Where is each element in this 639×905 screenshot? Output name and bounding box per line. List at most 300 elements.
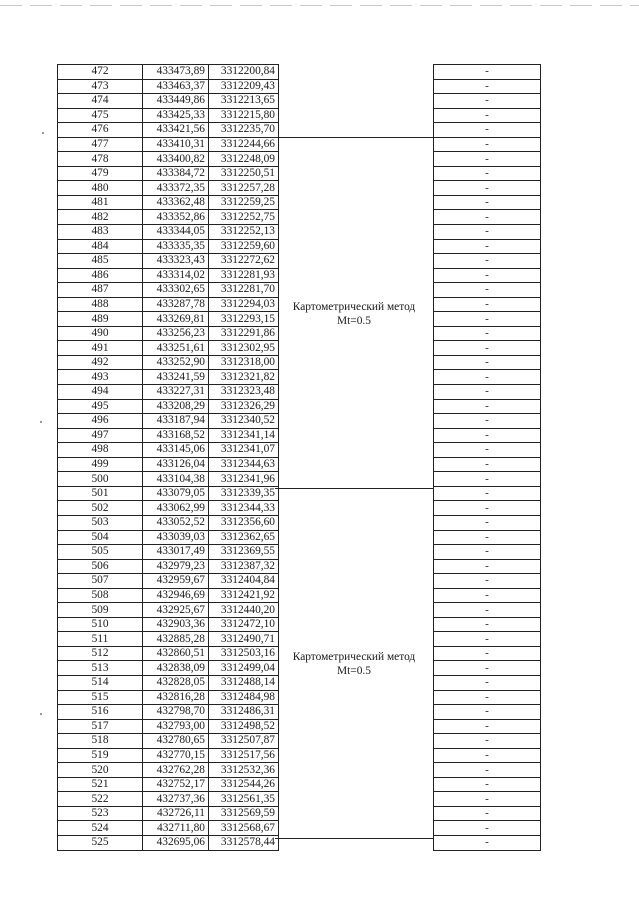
error-value: - xyxy=(434,806,541,821)
table-row xyxy=(434,108,541,123)
coord-y: 3312235,70 xyxy=(209,123,279,138)
coord-x: 432770,15 xyxy=(143,748,209,763)
table-row xyxy=(58,486,279,501)
error-value: - xyxy=(434,821,541,836)
error-value: - xyxy=(434,603,541,618)
table-row xyxy=(58,835,279,850)
table-row xyxy=(58,239,279,254)
table-row xyxy=(434,646,541,661)
point-number: 496 xyxy=(58,414,143,429)
table-row xyxy=(434,661,541,676)
table-row xyxy=(58,152,279,167)
coord-x: 432737,36 xyxy=(143,792,209,807)
coord-x: 433352,86 xyxy=(143,210,209,225)
method-name: Картометрический метод xyxy=(292,651,416,663)
error-value: - xyxy=(434,443,541,458)
table-row xyxy=(58,385,279,400)
table-row xyxy=(58,646,279,661)
error-value: - xyxy=(434,297,541,312)
table-row xyxy=(58,603,279,618)
coord-x: 433425,33 xyxy=(143,108,209,123)
coord-y: 3312248,09 xyxy=(209,152,279,167)
coord-y: 3312200,84 xyxy=(209,65,279,80)
table-row xyxy=(434,574,541,589)
table-row xyxy=(58,210,279,225)
error-value: - xyxy=(434,326,541,341)
point-number: 508 xyxy=(58,588,143,603)
coord-x: 433269,81 xyxy=(143,312,209,327)
error-value: - xyxy=(434,152,541,167)
table-row xyxy=(58,530,279,545)
point-number: 472 xyxy=(58,65,143,80)
error-value: - xyxy=(434,181,541,196)
table-row xyxy=(434,588,541,603)
table-row xyxy=(58,763,279,778)
coord-y: 3312356,60 xyxy=(209,515,279,530)
coord-y: 3312568,67 xyxy=(209,821,279,836)
point-number: 494 xyxy=(58,385,143,400)
table-row xyxy=(58,457,279,472)
table-row xyxy=(58,588,279,603)
coord-y: 3312499,04 xyxy=(209,661,279,676)
point-number: 519 xyxy=(58,748,143,763)
coord-y: 3312404,84 xyxy=(209,574,279,589)
point-number: 489 xyxy=(58,312,143,327)
error-value: - xyxy=(434,268,541,283)
coord-x: 433079,05 xyxy=(143,486,209,501)
coord-y: 3312209,43 xyxy=(209,79,279,94)
table-row xyxy=(58,355,279,370)
coord-x: 432979,23 xyxy=(143,559,209,574)
coord-y: 3312250,51 xyxy=(209,166,279,181)
table-row xyxy=(58,734,279,749)
error-value: - xyxy=(434,195,541,210)
scan-top-edge xyxy=(0,5,639,6)
error-table xyxy=(433,64,541,851)
point-number: 501 xyxy=(58,486,143,501)
coord-x: 433187,94 xyxy=(143,414,209,429)
coord-x: 432793,00 xyxy=(143,719,209,734)
coord-y: 3312488,14 xyxy=(209,675,279,690)
error-value: - xyxy=(434,341,541,356)
error-value: - xyxy=(434,166,541,181)
coord-y: 3312318,00 xyxy=(209,355,279,370)
method-accuracy: Mt=0.5 xyxy=(337,315,371,327)
table-row xyxy=(434,254,541,269)
point-number: 475 xyxy=(58,108,143,123)
table-row xyxy=(434,297,541,312)
table-row xyxy=(434,195,541,210)
table-row xyxy=(434,123,541,138)
error-value: - xyxy=(434,65,541,80)
method-label xyxy=(275,650,433,678)
point-number: 511 xyxy=(58,632,143,647)
point-number: 505 xyxy=(58,545,143,560)
coord-x: 433052,52 xyxy=(143,515,209,530)
table-row xyxy=(434,457,541,472)
coord-y: 3312503,16 xyxy=(209,646,279,661)
point-number: 516 xyxy=(58,705,143,720)
table-row xyxy=(58,501,279,516)
point-number: 514 xyxy=(58,675,143,690)
coord-x: 433062,99 xyxy=(143,501,209,516)
point-number: 500 xyxy=(58,472,143,487)
coord-y: 3312532,36 xyxy=(209,763,279,778)
point-number: 479 xyxy=(58,166,143,181)
table-row xyxy=(58,137,279,152)
error-value: - xyxy=(434,646,541,661)
table-row xyxy=(434,603,541,618)
error-value: - xyxy=(434,239,541,254)
coord-x: 433473,89 xyxy=(143,65,209,80)
error-value: - xyxy=(434,705,541,720)
point-number: 477 xyxy=(58,137,143,152)
error-value: - xyxy=(434,719,541,734)
coord-y: 3312341,14 xyxy=(209,428,279,443)
table-row xyxy=(434,443,541,458)
coord-y: 3312369,55 xyxy=(209,545,279,560)
coord-y: 3312326,29 xyxy=(209,399,279,414)
error-value: - xyxy=(434,414,541,429)
coord-x: 432780,65 xyxy=(143,734,209,749)
point-number: 502 xyxy=(58,501,143,516)
table-row xyxy=(434,472,541,487)
coord-y: 3312440,20 xyxy=(209,603,279,618)
error-value: - xyxy=(434,690,541,705)
coord-x: 433410,31 xyxy=(143,137,209,152)
coord-y: 3312259,60 xyxy=(209,239,279,254)
table-row xyxy=(434,821,541,836)
table-row xyxy=(434,312,541,327)
point-number: 488 xyxy=(58,297,143,312)
table-row xyxy=(58,777,279,792)
table-row xyxy=(434,414,541,429)
coord-y: 3312340,52 xyxy=(209,414,279,429)
error-value: - xyxy=(434,472,541,487)
error-value: - xyxy=(434,777,541,792)
point-number: 486 xyxy=(58,268,143,283)
table-row xyxy=(58,574,279,589)
error-value: - xyxy=(434,675,541,690)
error-value: - xyxy=(434,763,541,778)
method-group-end-rule xyxy=(275,838,433,839)
table-row xyxy=(434,792,541,807)
point-number: 507 xyxy=(58,574,143,589)
point-number: 515 xyxy=(58,690,143,705)
coord-y: 3312215,80 xyxy=(209,108,279,123)
table-row xyxy=(58,661,279,676)
point-number: 490 xyxy=(58,326,143,341)
table-row xyxy=(434,675,541,690)
coord-y: 3312339,35 xyxy=(209,486,279,501)
coord-x: 432695,06 xyxy=(143,835,209,850)
table-row xyxy=(58,472,279,487)
coord-x: 432838,09 xyxy=(143,661,209,676)
table-row xyxy=(58,123,279,138)
coord-x: 433145,06 xyxy=(143,443,209,458)
coord-y: 3312294,03 xyxy=(209,297,279,312)
point-number: 493 xyxy=(58,370,143,385)
error-value: - xyxy=(434,137,541,152)
table-row xyxy=(58,632,279,647)
method-group-2 xyxy=(275,488,433,839)
coord-y: 3312213,65 xyxy=(209,94,279,109)
table-row xyxy=(58,705,279,720)
point-number: 476 xyxy=(58,123,143,138)
coord-x: 432762,28 xyxy=(143,763,209,778)
error-value: - xyxy=(434,385,541,400)
error-value: - xyxy=(434,574,541,589)
coord-x: 433208,29 xyxy=(143,399,209,414)
table-row xyxy=(434,137,541,152)
point-number: 499 xyxy=(58,457,143,472)
coord-x: 432752,17 xyxy=(143,777,209,792)
coord-y: 3312252,75 xyxy=(209,210,279,225)
coord-x: 433252,90 xyxy=(143,355,209,370)
coord-x: 433449,86 xyxy=(143,94,209,109)
point-number: 509 xyxy=(58,603,143,618)
coord-y: 3312257,28 xyxy=(209,181,279,196)
table-row xyxy=(58,312,279,327)
point-number: 513 xyxy=(58,661,143,676)
point-number: 480 xyxy=(58,181,143,196)
table-row xyxy=(434,690,541,705)
table-row xyxy=(58,399,279,414)
table-row xyxy=(434,486,541,501)
coord-y: 3312341,07 xyxy=(209,443,279,458)
error-value: - xyxy=(434,486,541,501)
table-row xyxy=(58,166,279,181)
coord-x: 433227,31 xyxy=(143,385,209,400)
error-value: - xyxy=(434,210,541,225)
table-row xyxy=(58,690,279,705)
coord-y: 3312321,82 xyxy=(209,370,279,385)
error-value: - xyxy=(434,632,541,647)
point-number: 482 xyxy=(58,210,143,225)
error-value: - xyxy=(434,501,541,516)
table-row xyxy=(434,268,541,283)
coord-x: 432726,11 xyxy=(143,806,209,821)
table-row xyxy=(434,385,541,400)
table-row xyxy=(434,763,541,778)
table-row xyxy=(434,152,541,167)
point-number: 517 xyxy=(58,719,143,734)
error-value: - xyxy=(434,79,541,94)
table-row xyxy=(58,341,279,356)
coord-y: 3312472,10 xyxy=(209,617,279,632)
error-value: - xyxy=(434,457,541,472)
coord-y: 3312302,95 xyxy=(209,341,279,356)
point-number: 522 xyxy=(58,792,143,807)
point-number: 498 xyxy=(58,443,143,458)
coord-y: 3312486,31 xyxy=(209,705,279,720)
coord-y: 3312252,13 xyxy=(209,225,279,240)
coord-y: 3312421,92 xyxy=(209,588,279,603)
point-number: 512 xyxy=(58,646,143,661)
error-value: - xyxy=(434,588,541,603)
coord-y: 3312244,66 xyxy=(209,137,279,152)
table-row xyxy=(434,283,541,298)
error-value: - xyxy=(434,225,541,240)
coord-x: 433104,38 xyxy=(143,472,209,487)
point-number: 491 xyxy=(58,341,143,356)
error-value: - xyxy=(434,545,541,560)
coord-y: 3312544,26 xyxy=(209,777,279,792)
coord-x: 432816,28 xyxy=(143,690,209,705)
point-number: 525 xyxy=(58,835,143,850)
scan-speck xyxy=(40,421,42,423)
coord-x: 432828,05 xyxy=(143,675,209,690)
error-value: - xyxy=(434,370,541,385)
error-value: - xyxy=(434,312,541,327)
coord-y: 3312293,15 xyxy=(209,312,279,327)
point-number: 504 xyxy=(58,530,143,545)
table-row xyxy=(58,254,279,269)
error-value: - xyxy=(434,428,541,443)
table-row xyxy=(58,181,279,196)
error-value: - xyxy=(434,254,541,269)
table-row xyxy=(58,326,279,341)
coord-y: 3312561,35 xyxy=(209,792,279,807)
coord-y: 3312517,56 xyxy=(209,748,279,763)
point-number: 518 xyxy=(58,734,143,749)
point-number: 473 xyxy=(58,79,143,94)
point-number: 474 xyxy=(58,94,143,109)
error-value: - xyxy=(434,94,541,109)
point-number: 523 xyxy=(58,806,143,821)
table-row xyxy=(434,559,541,574)
error-value: - xyxy=(434,661,541,676)
table-row xyxy=(58,792,279,807)
table-row xyxy=(58,545,279,560)
coord-y: 3312341,96 xyxy=(209,472,279,487)
table-row xyxy=(58,719,279,734)
coord-x: 433344,05 xyxy=(143,225,209,240)
table-row xyxy=(434,806,541,821)
table-row xyxy=(58,806,279,821)
table-row xyxy=(58,515,279,530)
point-number: 481 xyxy=(58,195,143,210)
point-number: 484 xyxy=(58,239,143,254)
table-row xyxy=(58,748,279,763)
coord-y: 3312578,44 xyxy=(209,835,279,850)
table-row xyxy=(434,530,541,545)
table-row xyxy=(58,79,279,94)
coord-y: 3312344,63 xyxy=(209,457,279,472)
coord-x: 433168,52 xyxy=(143,428,209,443)
error-value: - xyxy=(434,355,541,370)
table-row xyxy=(58,268,279,283)
coord-x: 433400,82 xyxy=(143,152,209,167)
table-row xyxy=(434,370,541,385)
scan-speck xyxy=(42,132,44,134)
coord-x: 433251,61 xyxy=(143,341,209,356)
coord-x: 432946,69 xyxy=(143,588,209,603)
coord-x: 433323,43 xyxy=(143,254,209,269)
method-label xyxy=(275,300,433,328)
table-row xyxy=(434,501,541,516)
table-row xyxy=(58,225,279,240)
table-row xyxy=(434,79,541,94)
coord-y: 3312291,86 xyxy=(209,326,279,341)
table-row xyxy=(58,428,279,443)
table-row xyxy=(434,225,541,240)
coord-x: 433335,35 xyxy=(143,239,209,254)
coord-y: 3312569,59 xyxy=(209,806,279,821)
coord-x: 433362,48 xyxy=(143,195,209,210)
point-number: 485 xyxy=(58,254,143,269)
point-number: 497 xyxy=(58,428,143,443)
coord-x: 433302,65 xyxy=(143,283,209,298)
table-row xyxy=(434,617,541,632)
method-accuracy: Mt=0.5 xyxy=(337,665,371,677)
coord-x: 433256,23 xyxy=(143,326,209,341)
coord-x: 432860,51 xyxy=(143,646,209,661)
table-row xyxy=(58,414,279,429)
coord-y: 3312281,70 xyxy=(209,283,279,298)
coord-y: 3312507,87 xyxy=(209,734,279,749)
error-value: - xyxy=(434,108,541,123)
table-row xyxy=(434,355,541,370)
table-row xyxy=(434,65,541,80)
coord-x: 433287,78 xyxy=(143,297,209,312)
error-value: - xyxy=(434,617,541,632)
coord-x: 433314,02 xyxy=(143,268,209,283)
table-row xyxy=(434,777,541,792)
table-row xyxy=(434,341,541,356)
point-number: 492 xyxy=(58,355,143,370)
table-row xyxy=(434,428,541,443)
point-number: 487 xyxy=(58,283,143,298)
table-row xyxy=(434,545,541,560)
table-row xyxy=(58,94,279,109)
coord-x: 432798,70 xyxy=(143,705,209,720)
table-row xyxy=(434,734,541,749)
coord-x: 433384,72 xyxy=(143,166,209,181)
table-row xyxy=(58,297,279,312)
error-value: - xyxy=(434,734,541,749)
point-number: 520 xyxy=(58,763,143,778)
coord-x: 433241,59 xyxy=(143,370,209,385)
table-row xyxy=(58,617,279,632)
coordinates-table xyxy=(57,64,279,851)
method-name: Картометрический метод xyxy=(292,301,416,313)
point-number: 521 xyxy=(58,777,143,792)
table-row xyxy=(434,166,541,181)
error-value: - xyxy=(434,748,541,763)
error-value: - xyxy=(434,283,541,298)
point-number: 483 xyxy=(58,225,143,240)
error-value: - xyxy=(434,123,541,138)
coord-y: 3312323,48 xyxy=(209,385,279,400)
coord-x: 433126,04 xyxy=(143,457,209,472)
error-value: - xyxy=(434,530,541,545)
table-row xyxy=(434,239,541,254)
coord-x: 432959,67 xyxy=(143,574,209,589)
table-row xyxy=(58,559,279,574)
error-value: - xyxy=(434,399,541,414)
coord-y: 3312498,52 xyxy=(209,719,279,734)
table-row xyxy=(434,515,541,530)
coord-y: 3312259,25 xyxy=(209,195,279,210)
table-row xyxy=(58,195,279,210)
table-row xyxy=(58,443,279,458)
table-row xyxy=(434,94,541,109)
table-row xyxy=(434,632,541,647)
table-row xyxy=(58,675,279,690)
table-row xyxy=(434,748,541,763)
coord-x: 432711,80 xyxy=(143,821,209,836)
